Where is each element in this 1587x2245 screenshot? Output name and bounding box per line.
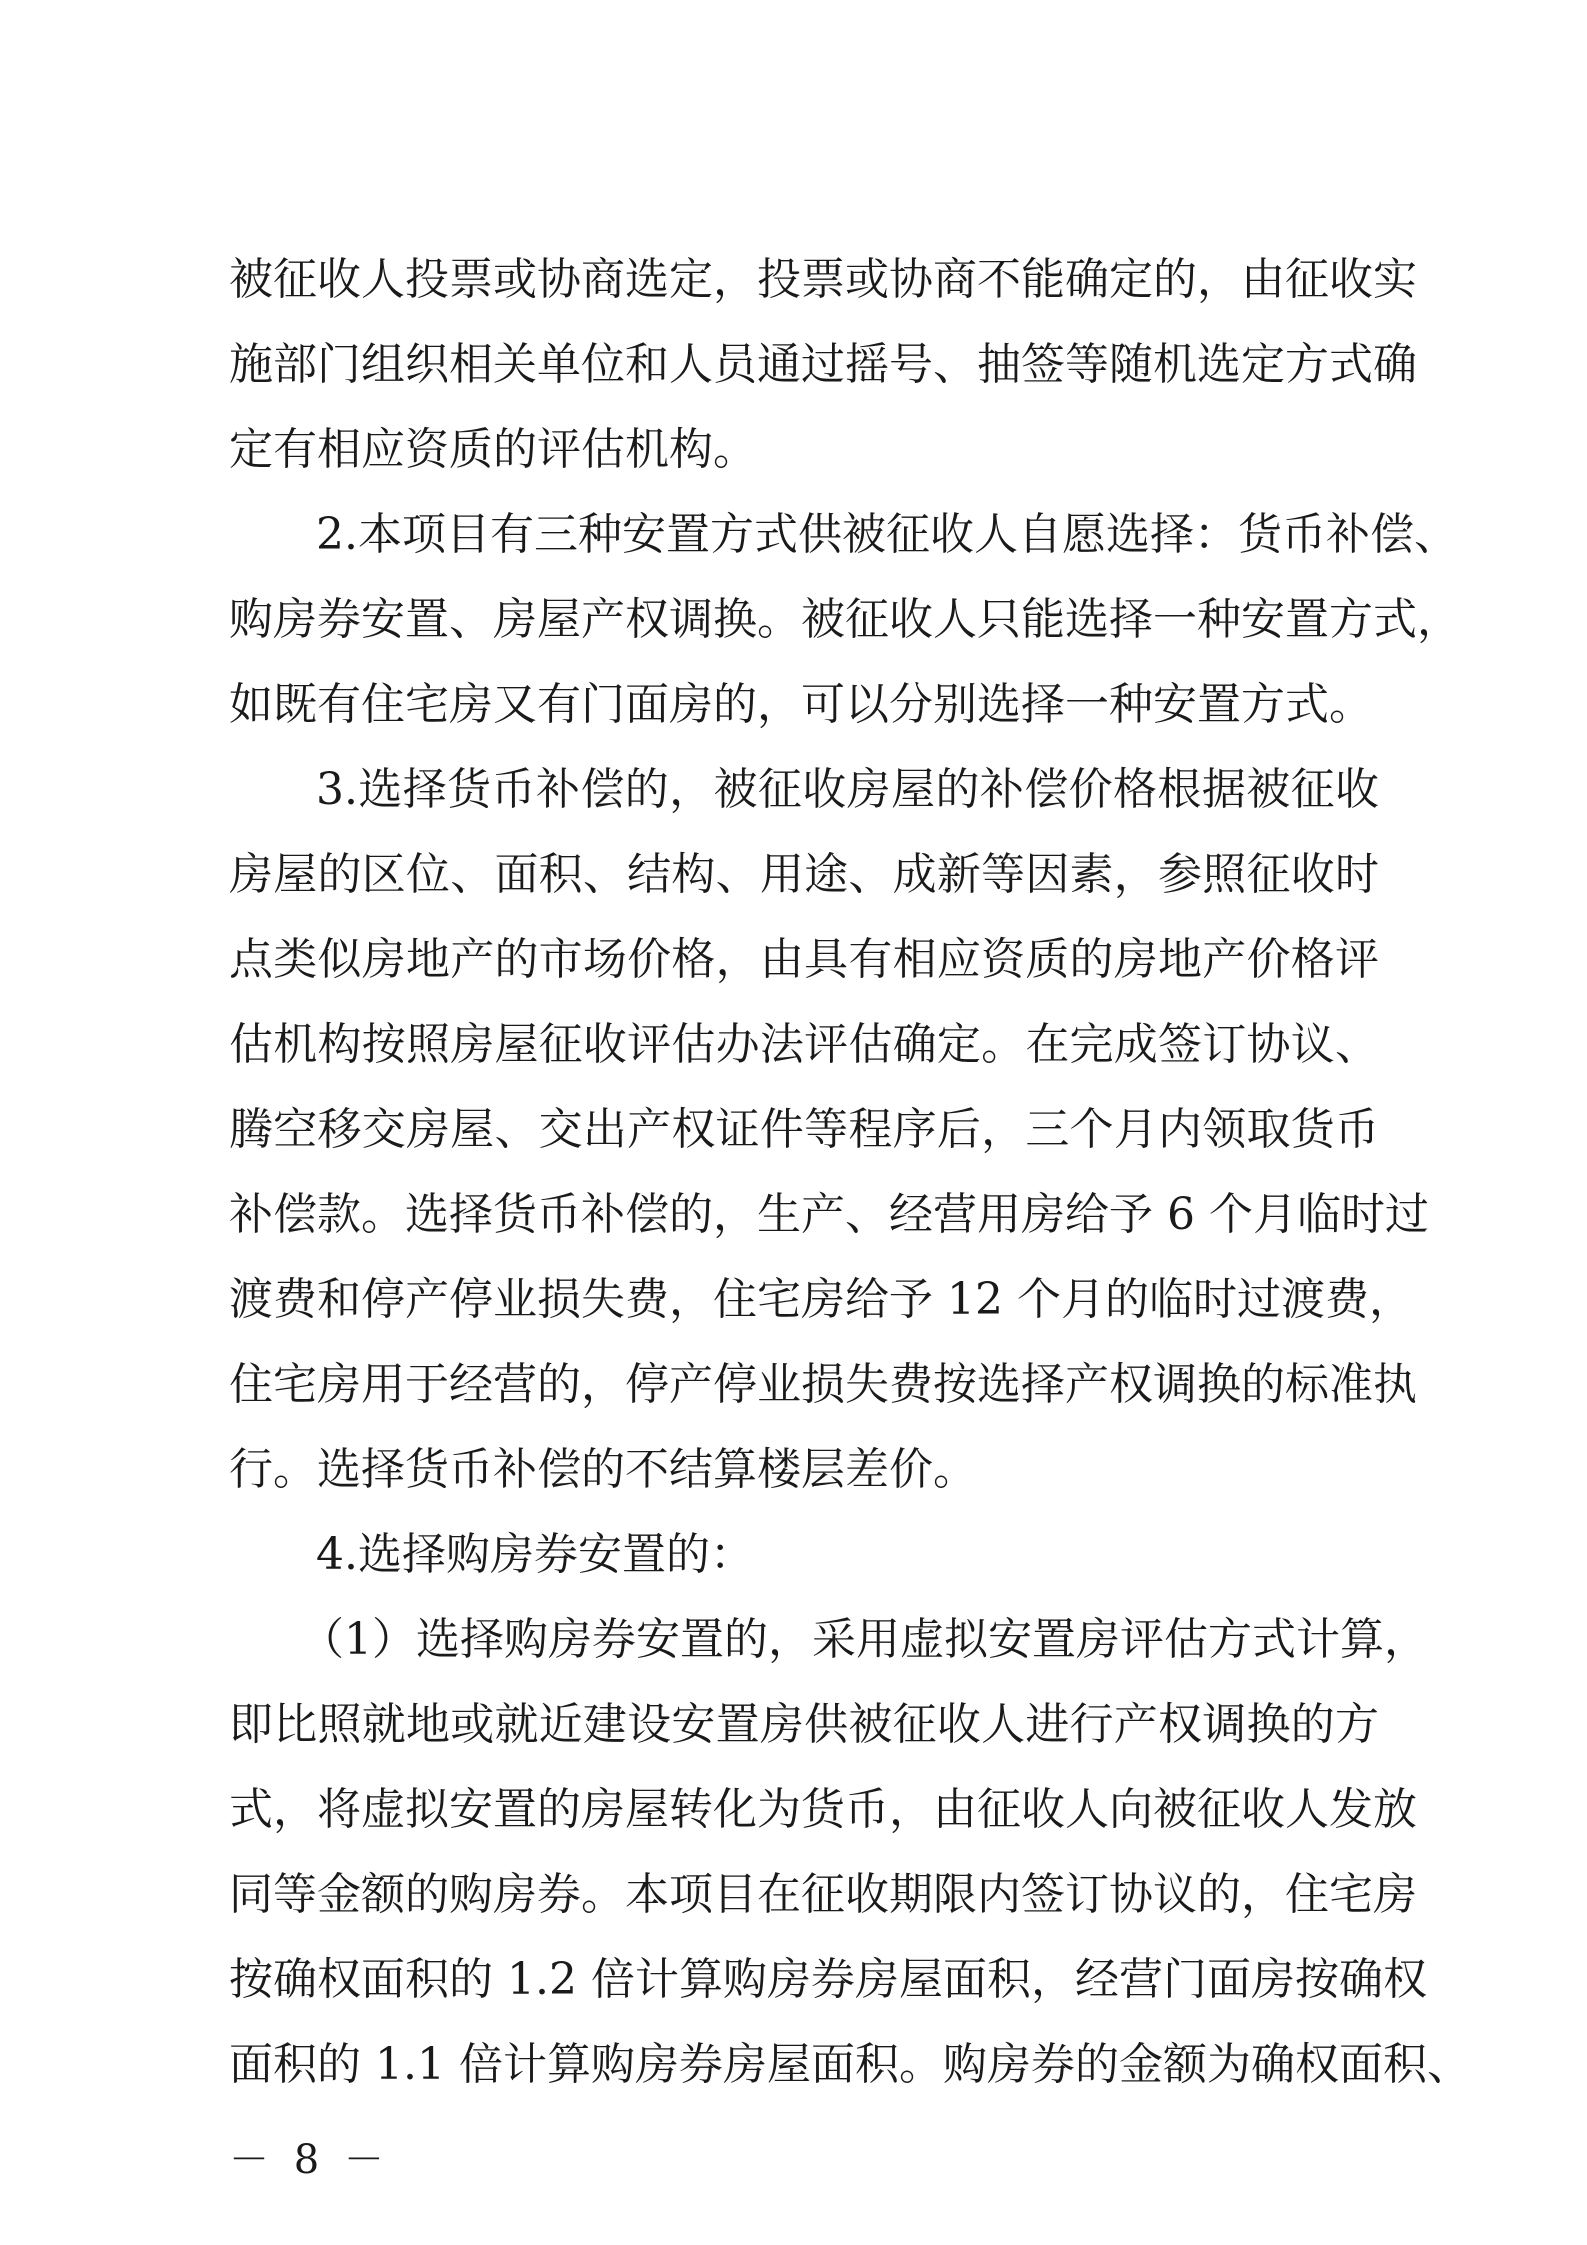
text-line: 施部门组织相关单位和人员通过摇号、抽签等随机选定方式确 <box>229 339 1417 390</box>
text-line: 购房券安置、房屋产权调换。被征收人只能选择一种安置方式， <box>229 594 1461 645</box>
text-line: 腾空移交房屋、交出产权证件等程序后，三个月内领取货币 <box>229 1104 1379 1155</box>
text-line: 即比照就地或就近建设安置房供被征收人进行产权调换的方 <box>229 1699 1379 1750</box>
text-line: 被征收人投票或协商选定，投票或协商不能确定的，由征收实 <box>229 254 1417 305</box>
text-line: 估机构按照房屋征收评估办法评估确定。在完成签订协议、 <box>229 1019 1379 1070</box>
paragraph-3-line: 3.选择货币补偿的，被征收房屋的补偿价格根据被征收 <box>316 764 1379 815</box>
paragraph-2-line: 2.本项目有三种安置方式供被征收人自愿选择：货币补偿、 <box>316 509 1458 560</box>
text-line: 式，将虚拟安置的房屋转化为货币，由征收人向被征收人发放 <box>229 1784 1417 1835</box>
text-line: 点类似房地产的市场价格，由具有相应资质的房地产价格评 <box>229 934 1379 985</box>
text-line: 补偿款。选择货币补偿的，生产、经营用房给予 6 个月临时过 <box>229 1189 1429 1240</box>
text-line: 定有相应资质的评估机构。 <box>229 424 757 475</box>
text-line: 行。选择货币补偿的不结算楼层差价。 <box>229 1444 977 1495</box>
text-line: 渡费和停产停业损失费，住宅房给予 12 个月的临时过渡费， <box>229 1274 1413 1325</box>
text-line: 同等金额的购房券。本项目在征收期限内签订协议的，住宅房 <box>229 1869 1417 1920</box>
subparagraph-1-line: （1）选择购房券安置的，采用虚拟安置房评估方式计算， <box>300 1614 1428 1665</box>
text-line: 按确权面积的 1.2 倍计算购房券房屋面积，经营门面房按确权 <box>229 1954 1427 2005</box>
text-line-hidden-dup <box>229 1940 1427 2020</box>
text-line: 住宅房用于经营的，停产停业损失费按选择产权调换的标准执 <box>229 1359 1417 1410</box>
text-line: 房屋的区位、面积、结构、用途、成新等因素，参照征收时 <box>229 849 1379 900</box>
text-line: 面积的 1.1 倍计算购房券房屋面积。购房券的金额为确权面积、 <box>229 2039 1471 2090</box>
text-line: 如既有住宅房又有门面房的，可以分别选择一种安置方式。 <box>229 679 1373 730</box>
page-number: － 8 － <box>229 2137 390 2183</box>
paragraph-4-heading: 4.选择购房券安置的： <box>316 1529 754 1580</box>
